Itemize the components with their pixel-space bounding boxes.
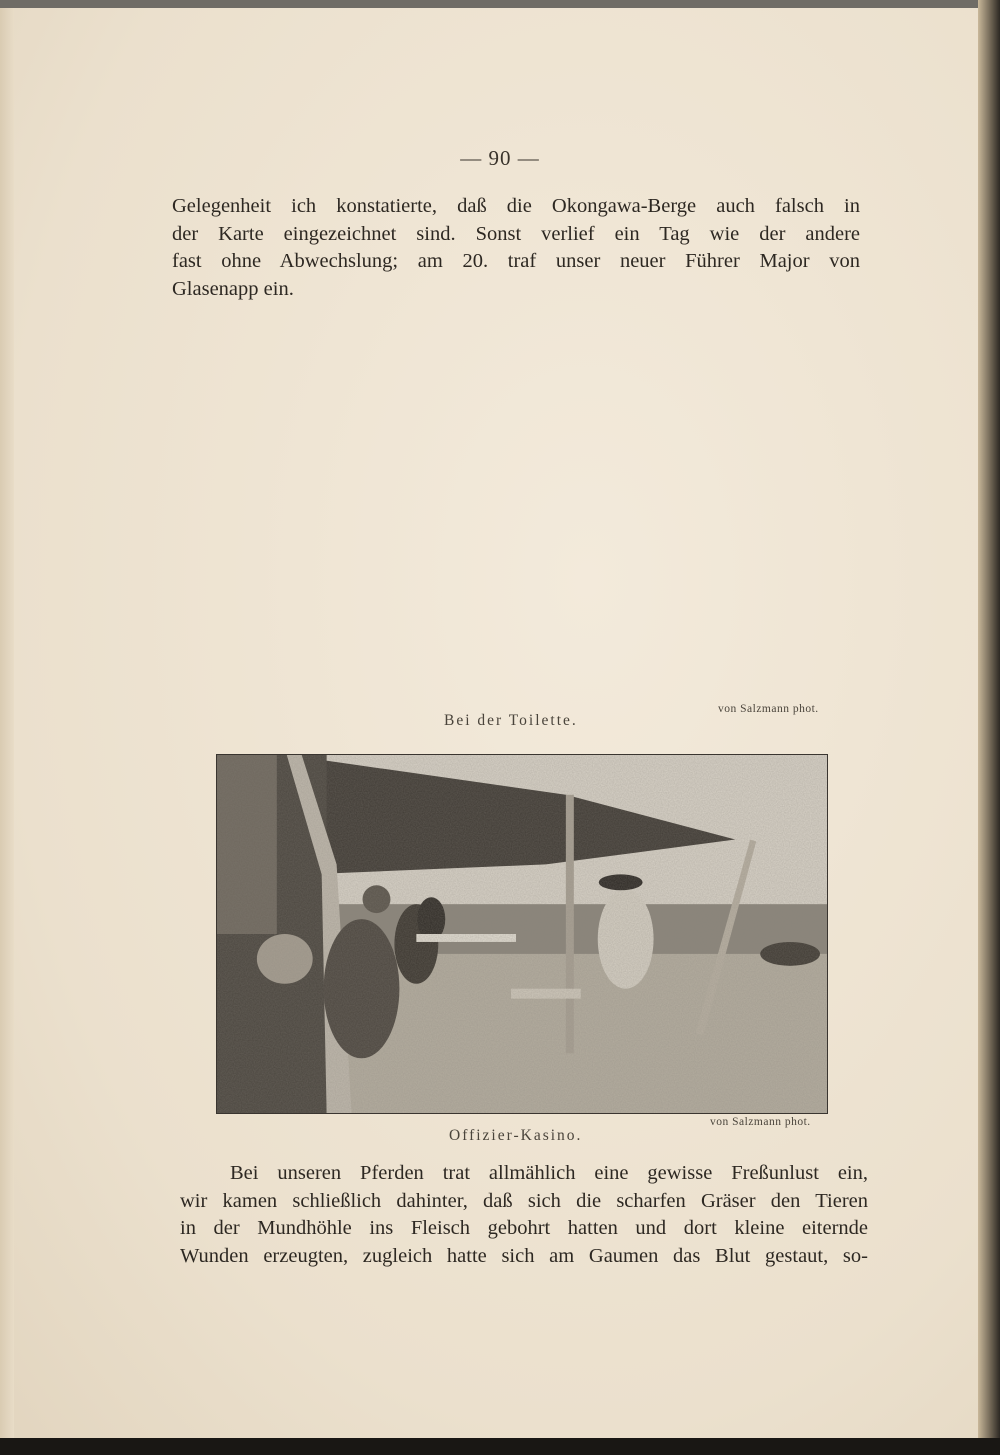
text-line: fast ohne Abwechslung; am 20. traf unser neuer Führer Major von: [172, 250, 860, 272]
scan-bottom-border: [0, 1438, 1000, 1455]
book-spine-edge: [978, 0, 1000, 1455]
photo-credit: von Salzmann phot.: [718, 703, 819, 715]
text-line: der Karte eingezeichnet sind. Sonst verlief ein Tag wie der andere: [172, 222, 860, 245]
photo-bei-der-toilette: [238, 365, 798, 685]
page-number: — 90 —: [460, 146, 540, 170]
text-line: wir kamen schließlich dahinter, daß sich die scharfen Gräser den Tieren: [180, 1189, 868, 1212]
page-left-edge: [0, 8, 14, 1438]
text-line: in der Mundhöhle ins Fleisch gebohrt hatten und dort kleine eiternde: [180, 1217, 868, 1239]
figure-caption: Bei der Toilette.: [444, 712, 578, 729]
paragraph-top: [172, 193, 860, 303]
figure-caption: Offizier-Kasino.: [449, 1127, 583, 1144]
text-line: Wunden erzeugten, zugleich hatte sich am Gaumen das Blut gestaut, so-: [180, 1244, 868, 1267]
text-line: Bei unseren Pferden trat allmählich eine gewisse Freßunlust ein,: [230, 1162, 868, 1184]
scan-top-border: [0, 0, 978, 8]
photo-credit: von Salzmann phot.: [710, 1116, 811, 1128]
text-line: Gelegenheit ich konstatierte, daß die Okongawa-Berge auch falsch in: [172, 195, 860, 217]
text-line: Glasenapp ein.: [172, 277, 294, 300]
paragraph-bottom: [180, 1160, 868, 1270]
photo-offizier-kasino: [216, 754, 828, 1114]
